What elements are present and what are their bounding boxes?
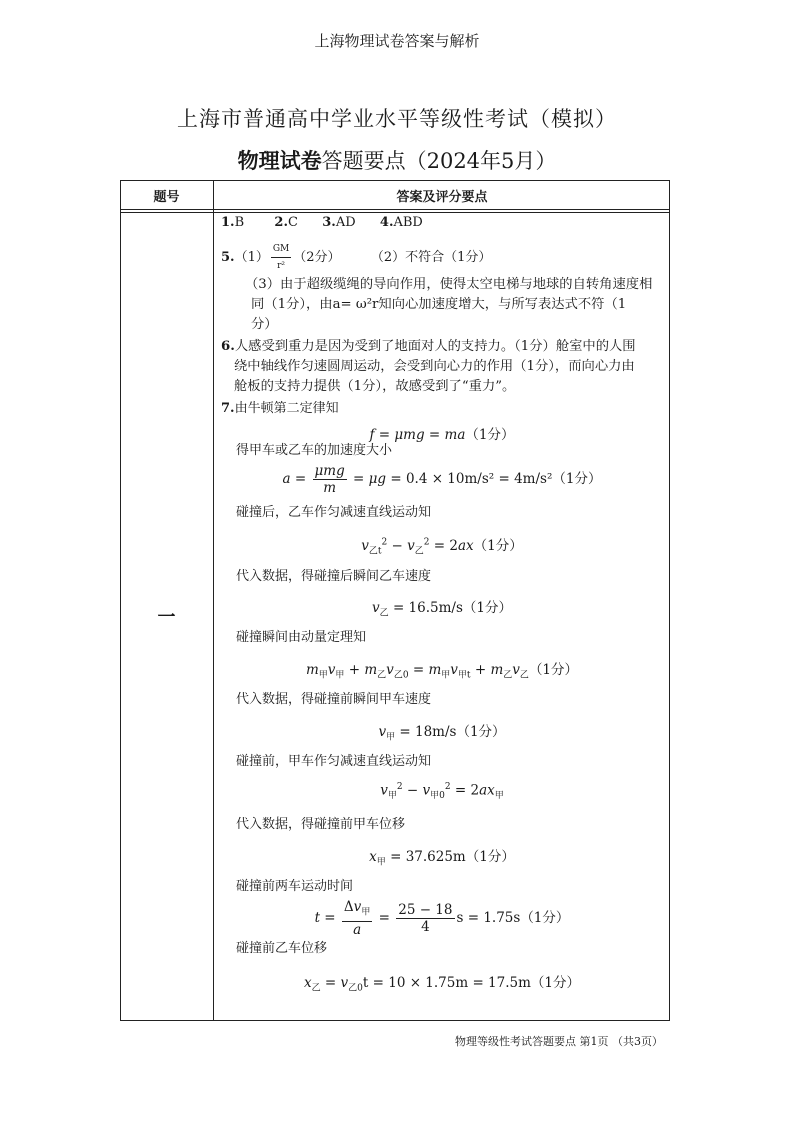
text-velocity-b: 代入数据，得碰撞后瞬间乙车速度	[236, 569, 432, 584]
subtitle-rest: 答题要点（2024年5月）	[321, 149, 557, 173]
table-header-rule-2	[120, 212, 670, 213]
section-label: 一	[157, 607, 176, 628]
subtitle-bold: 物理试卷	[237, 148, 322, 173]
text-acceleration: 得甲车或乙车的加速度大小	[236, 443, 393, 458]
answer-5: 5.（1） $\frac{GM}{\text{r²}}$ （2分） （2）不符合（1分）	[221, 241, 491, 274]
text-time: 碰撞前两车运动时间	[236, 879, 354, 894]
equation-friction: f = μmg = ma（1分）	[369, 427, 515, 443]
text-displacement-b: 碰撞前乙车位移	[236, 941, 328, 956]
text-displacement-a: 代入数据，得碰撞前甲车位移	[236, 817, 406, 832]
answer-5-part3: （3）由于超级缆绳的导向作用，使得太空电梯与地球的自转角速度相 同（1分），由a= ω²r知向心加速度增大，与所写表达式不符（1 分）	[245, 277, 653, 332]
equation-velocity-a: $v_甲 = 18m/s(1$分）	[378, 724, 506, 743]
equation-momentum: $m_甲v_甲 + m_乙v_{乙0} = m_甲v_{甲t} + m_乙v_乙(1$分）	[305, 662, 579, 681]
document-subtitle	[0, 145, 794, 175]
answer-6: 6.人感受到重力是因为受到了地面对人的支持力。（1分）舱室中的人围 绕中轴线作匀速圆周运动，会受到向心力的作用（1分），而向心力由 舱板的支持力提供（1分），故感受到了“重力”。	[221, 339, 636, 394]
equation-displacement-a: $x_甲 = 37.625m(1$分）	[369, 849, 515, 868]
text-momentum: 碰撞瞬间由动量定理知	[236, 630, 367, 645]
equation-acceleration: a = $\frac{\text{μmg}}{m}$ = μg = 0.4 × 10m/s² = 4m/s²（1分）	[282, 463, 602, 496]
text-before-collision: 碰撞前，甲车作匀减速直线运动知	[236, 754, 432, 769]
page-header: 上海物理试卷答案与解析	[314, 32, 480, 50]
table-header-rule	[120, 209, 670, 210]
equation-kinematics-a: $v_甲^2 - v_{甲0}^2 = 2ax_甲$	[380, 782, 504, 802]
equation-time: t = $\frac{\Delta v_甲}{a}$ = $\frac{25 - 18}{4}$ s = 1.75s（1分）	[314, 899, 570, 938]
text-velocity-a: 代入数据，得碰撞前瞬间甲车速度	[236, 692, 432, 707]
document-title: 上海市普通高中学业水平等级性考试（模拟）	[177, 107, 617, 131]
equation-kinematics-b: $v_{乙t}^2 - v_乙^2 = 2ax(1$分）	[361, 537, 523, 557]
equation-displacement-b: $x_乙 = v_{乙0}t = 10 \times 1.75m = 17.5m(1$分）	[303, 975, 581, 994]
column-header-number: 题号	[153, 190, 180, 205]
answer-7-intro: 7.由牛顿第二定律知	[221, 401, 339, 416]
page-footer: 物理等级性考试答题要点 第1页 （共3页）	[455, 1035, 663, 1048]
text-after-collision: 碰撞后，乙车作匀减速直线运动知	[236, 505, 432, 520]
equation-velocity-b: $v_乙 = 16.5m/s(1$分）	[372, 600, 512, 619]
column-header-answer: 答案及评分要点	[396, 190, 488, 205]
answers-1-4: 1.B 2.C 3.AD 4.ABD	[221, 215, 423, 230]
